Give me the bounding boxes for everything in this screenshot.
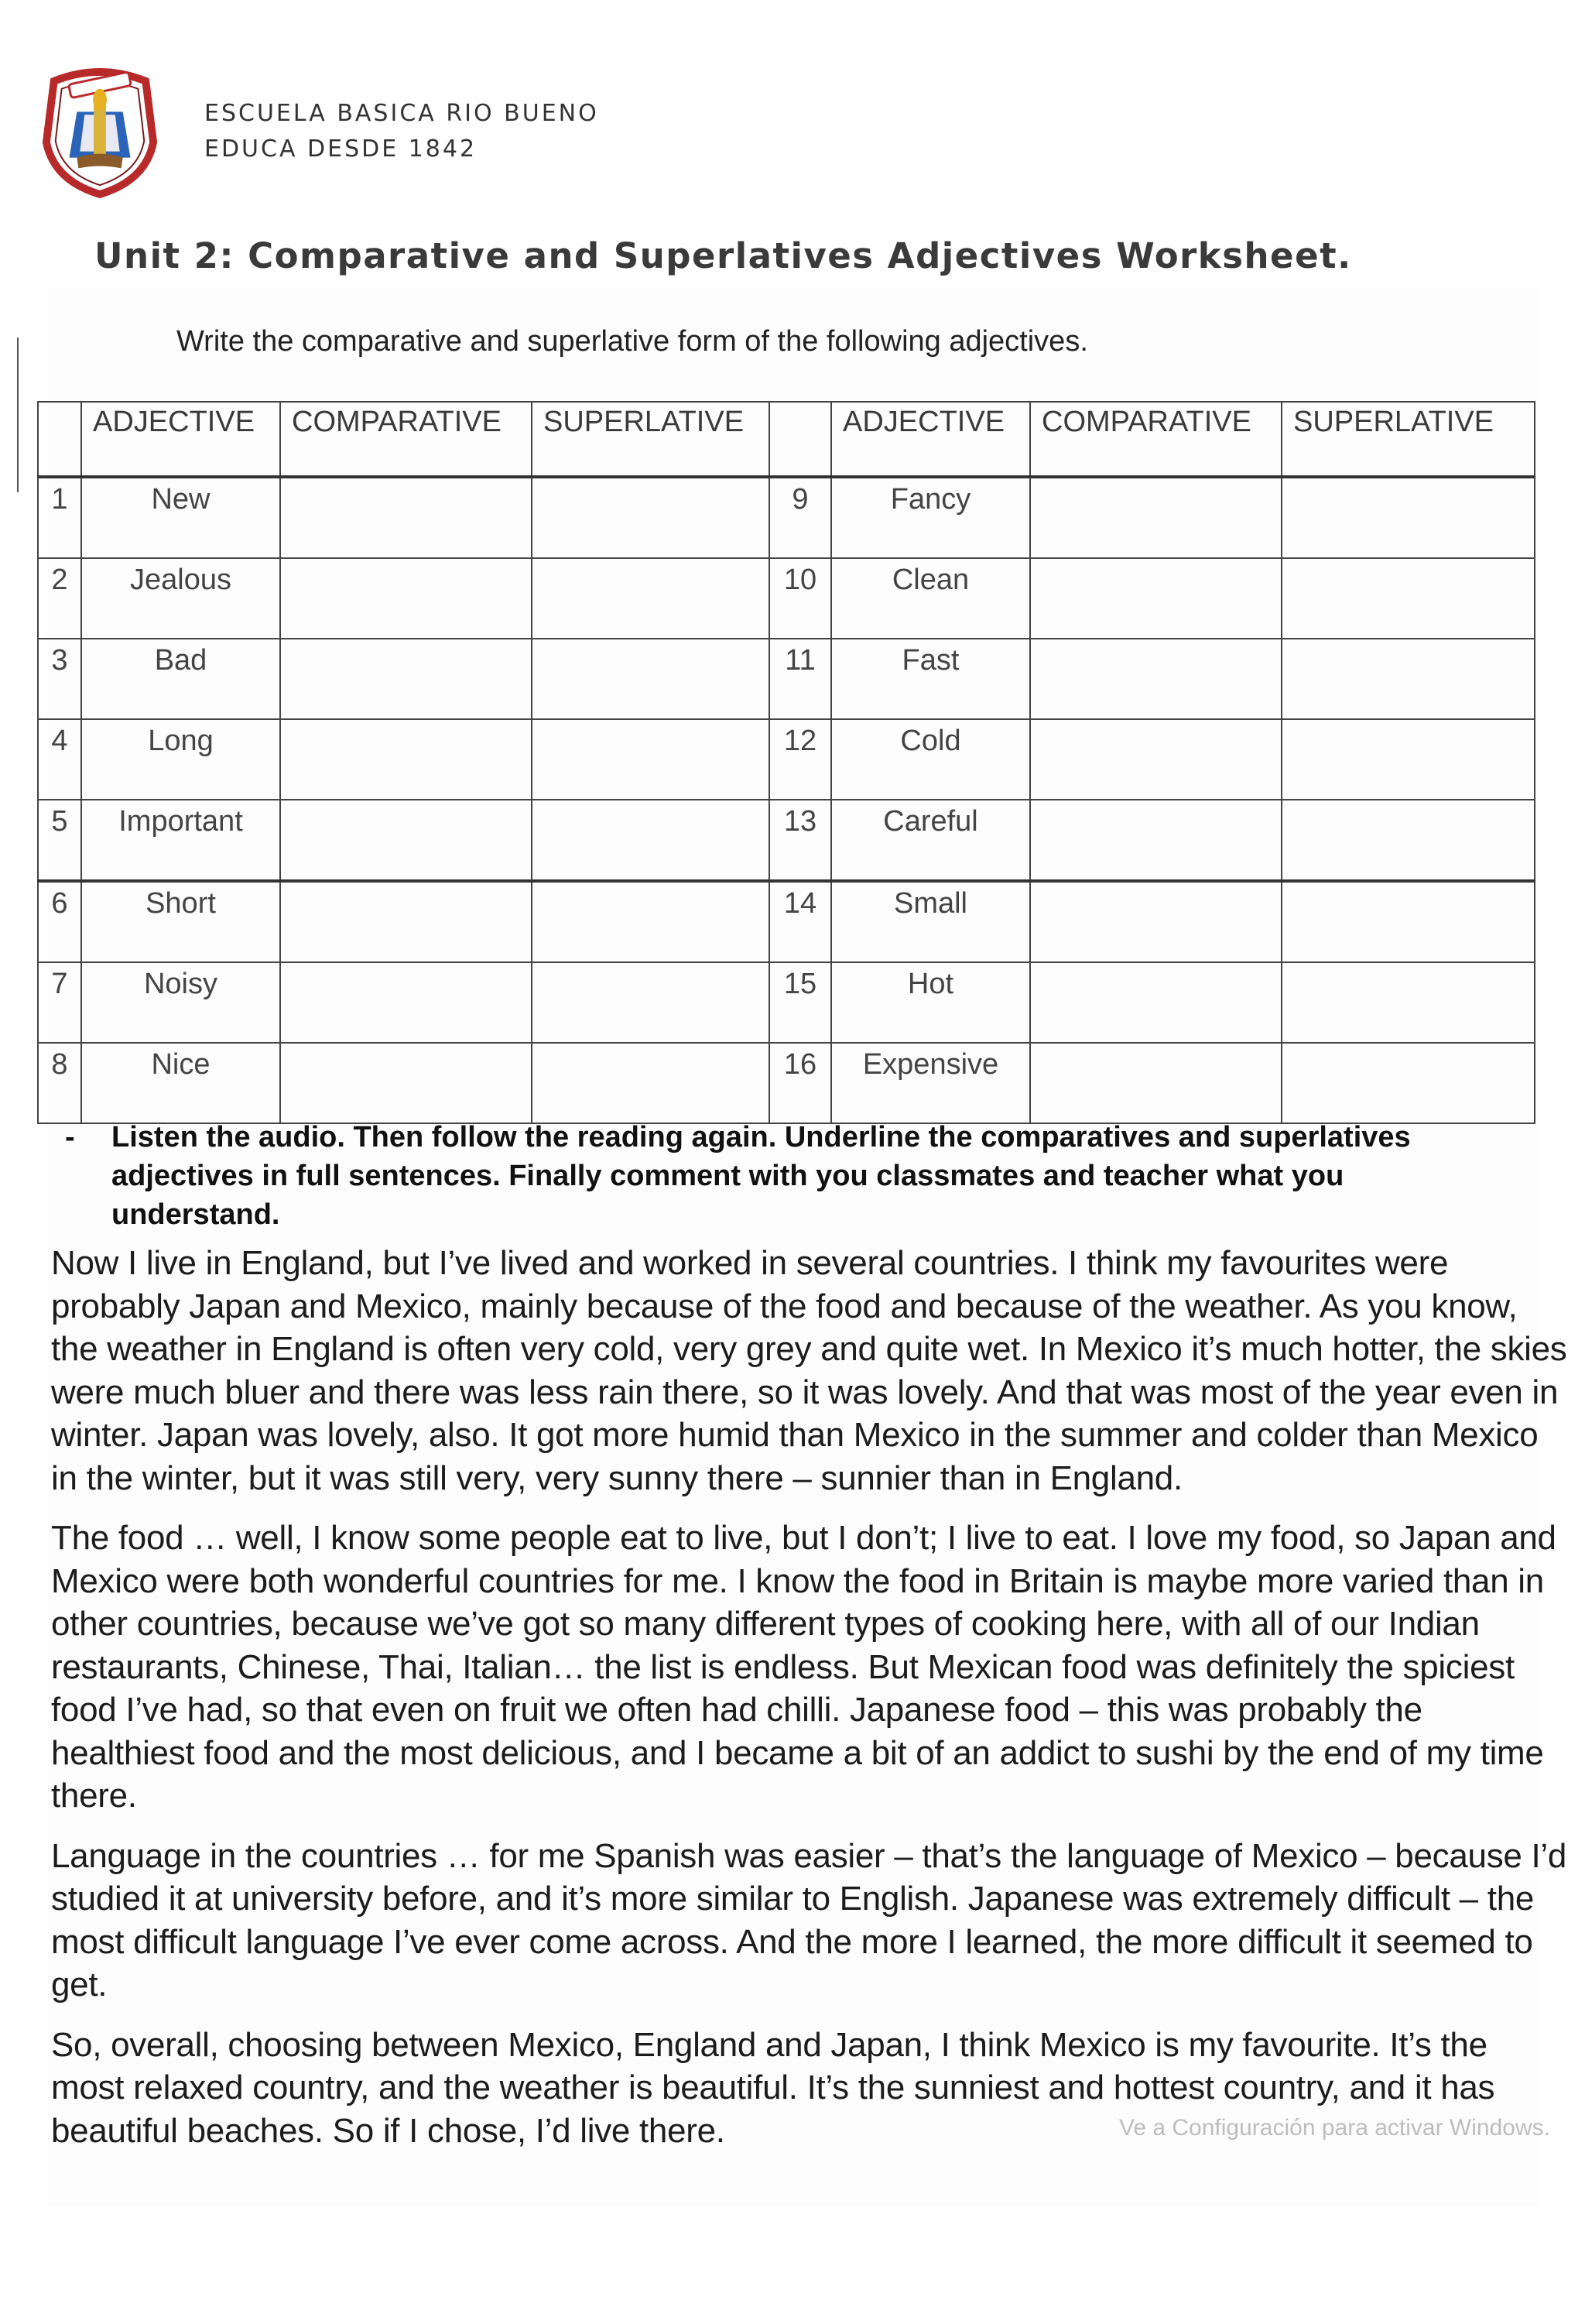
item-number: 12 (769, 719, 831, 800)
reading-paragraph: Language in the countries … for me Spanish was easier – that’s the language of Mexico – because I’d studied it at university before, and it’s more similar to English. Japanese was extremely difficult – the most difficult language I’ve ever come across. And the more I learned, the more difficult it seemed to get. (51, 1836, 1567, 2004)
item-number: 5 (38, 800, 81, 881)
superlative-answer-cell[interactable] (1282, 477, 1535, 558)
superlative-answer-cell[interactable] (1282, 1043, 1535, 1123)
adjective-cell: Noisy (81, 962, 280, 1043)
margin-line (17, 338, 19, 492)
listening-task (65, 1118, 1512, 1234)
item-number: 13 (769, 800, 831, 881)
adjective-cell: Long (81, 719, 280, 800)
adjective-cell: Hot (831, 962, 1030, 1043)
item-number: 9 (769, 477, 831, 558)
school-motto: EDUCA DESDE 1842 (204, 135, 478, 163)
comparative-answer-cell[interactable] (280, 1043, 532, 1123)
superlative-answer-cell[interactable] (1282, 719, 1535, 800)
comparative-answer-cell[interactable] (280, 639, 532, 719)
listening-task-text: Listen the audio. Then follow the reading again. Underline the comparatives and superlatives adjectives in full sentences. Finally comment with you classmates and teacher what you understand. (111, 1121, 1411, 1231)
item-number: 10 (769, 558, 831, 639)
header-adjective-left: ADJECTIVE (81, 402, 280, 477)
worksheet-instruction: Write the comparative and superlative form of the following adjectives. (176, 325, 1088, 358)
windows-activation-watermark: Ve a Configuración para activar Windows. (1119, 2115, 1550, 2141)
adjective-cell: Jealous (81, 558, 280, 639)
header-superlative-left: SUPERLATIVE (532, 402, 769, 477)
adjective-cell: Expensive (831, 1043, 1030, 1123)
superlative-answer-cell[interactable] (532, 962, 769, 1043)
table-row (38, 719, 1535, 800)
table-row (38, 639, 1535, 719)
adjective-cell: Cold (831, 719, 1030, 800)
reading-paragraph: So, overall, choosing between Mexico, England and Japan, I think Mexico is my favourite. It’s the most relaxed country, and the weather is beautiful. It’s the sunniest and hottest country, and it has beautiful beaches. So if I chose, I’d live there. (51, 2025, 1495, 2150)
table-row (38, 881, 1535, 962)
comparative-answer-cell[interactable] (280, 800, 532, 881)
adjective-cell: Fancy (831, 477, 1030, 558)
comparative-answer-cell[interactable] (280, 558, 532, 639)
header-number-left (38, 402, 81, 477)
school-header (204, 96, 599, 167)
comparative-answer-cell[interactable] (1030, 1043, 1282, 1123)
table-row (38, 558, 1535, 639)
comparative-answer-cell[interactable] (1030, 800, 1282, 881)
table-row (38, 962, 1535, 1043)
header-adjective-right: ADJECTIVE (831, 402, 1030, 477)
superlative-answer-cell[interactable] (1282, 962, 1535, 1043)
comparative-answer-cell[interactable] (280, 719, 532, 800)
comparative-answer-cell[interactable] (280, 477, 532, 558)
adjective-cell: Nice (81, 1043, 280, 1123)
header-comparative-left: COMPARATIVE (280, 402, 532, 477)
superlative-answer-cell[interactable] (532, 800, 769, 881)
item-number: 15 (769, 962, 831, 1043)
item-number: 2 (38, 558, 81, 639)
reading-paragraph: The food … well, I know some people eat to live, but I don’t; I live to eat. I love my food, so Japan and Mexico were both wonderful countries for me. I know the food in Britain is maybe more varied than in other countries, because we’ve got so many different types of cooking here, with all of our Indian restaurants, Chinese, Thai, Italian… the list is endless. But Mexican food was definitely the spiciest food I’ve had, so that even on fruit we often had chilli. Japanese food – this was probably the healthiest food and the most delicious, and I became a bit of an addict to sushi by the end of my time there. (51, 1519, 1556, 1815)
superlative-answer-cell[interactable] (532, 639, 769, 719)
adjective-cell: Short (81, 881, 280, 962)
item-number: 1 (38, 477, 81, 558)
item-number: 16 (769, 1043, 831, 1123)
table-row (38, 1043, 1535, 1123)
adjective-cell: Clean (831, 558, 1030, 639)
bullet-dash: - (65, 1121, 75, 1153)
adjective-cell: New (81, 477, 280, 558)
page-title: Unit 2: Comparative and Superlatives Adjectives Worksheet. (94, 235, 1352, 276)
comparative-answer-cell[interactable] (1030, 639, 1282, 719)
superlative-answer-cell[interactable] (532, 558, 769, 639)
table-row (38, 477, 1535, 558)
header-number-right (769, 402, 831, 477)
header-comparative-right: COMPARATIVE (1030, 402, 1282, 477)
item-number: 14 (769, 881, 831, 962)
adjective-cell: Important (81, 800, 280, 881)
adjective-cell: Careful (831, 800, 1030, 881)
adjective-cell: Fast (831, 639, 1030, 719)
comparative-answer-cell[interactable] (280, 881, 532, 962)
school-name: ESCUELA BASICA RIO BUENO (204, 100, 599, 127)
table-header-row (38, 402, 1535, 477)
comparative-answer-cell[interactable] (1030, 558, 1282, 639)
comparative-answer-cell[interactable] (1030, 881, 1282, 962)
header-superlative-right: SUPERLATIVE (1282, 402, 1535, 477)
item-number: 6 (38, 881, 81, 962)
item-number: 4 (38, 719, 81, 800)
superlative-answer-cell[interactable] (532, 1043, 769, 1123)
item-number: 3 (38, 639, 81, 719)
adjectives-table (37, 401, 1535, 1124)
item-number: 8 (38, 1043, 81, 1123)
superlative-answer-cell[interactable] (532, 881, 769, 962)
superlative-answer-cell[interactable] (1282, 639, 1535, 719)
school-crest-logo (39, 65, 161, 198)
comparative-answer-cell[interactable] (280, 962, 532, 1043)
superlative-answer-cell[interactable] (1282, 881, 1535, 962)
superlative-answer-cell[interactable] (1282, 800, 1535, 881)
item-number: 7 (38, 962, 81, 1043)
superlative-answer-cell[interactable] (1282, 558, 1535, 639)
table-row (38, 800, 1535, 881)
reading-paragraph: Now I live in England, but I’ve lived and worked in several countries. I think my favourites were probably Japan and Mexico, mainly because of the food and because of the weather. As you know, the weather in England is often very cold, very grey and quite wet. In Mexico it’s much hotter, the skies were much bluer and there was less rain there, so it was lovely. And that was most of the year even in winter. Japan was lovely, also. It got more humid than Mexico in the summer and colder than Mexico in the winter, but it was still very, very sunny there – sunnier than in England. (51, 1244, 1567, 1497)
comparative-answer-cell[interactable] (1030, 962, 1282, 1043)
comparative-answer-cell[interactable] (1030, 719, 1282, 800)
comparative-answer-cell[interactable] (1030, 477, 1282, 558)
item-number: 11 (769, 639, 831, 719)
adjective-cell: Bad (81, 639, 280, 719)
superlative-answer-cell[interactable] (532, 477, 769, 558)
adjective-cell: Small (831, 881, 1030, 962)
reading-passage (51, 1242, 1568, 2169)
superlative-answer-cell[interactable] (532, 719, 769, 800)
